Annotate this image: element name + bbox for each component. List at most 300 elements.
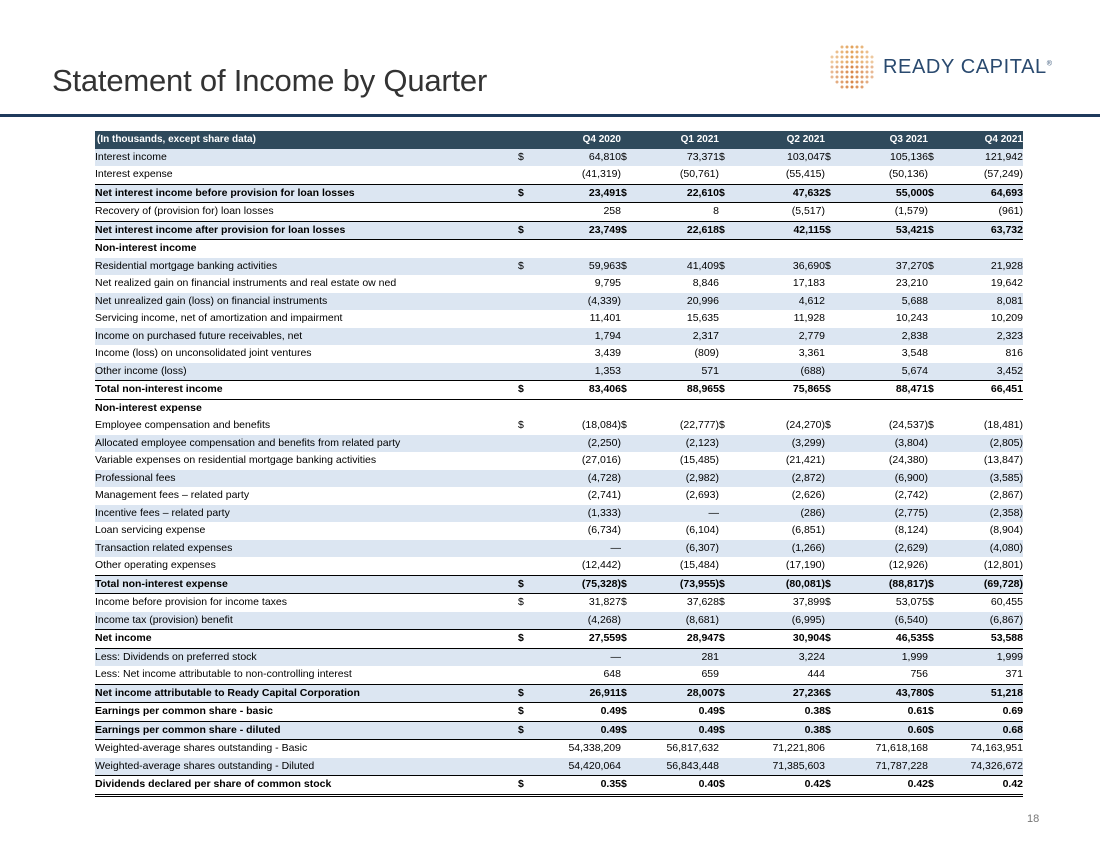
currency-symbol <box>518 363 534 381</box>
cell-value <box>735 240 825 258</box>
header-rule <box>0 114 1100 117</box>
cell-value: 258 <box>603 205 621 217</box>
cell-value: (2,629) <box>841 540 928 558</box>
cell-value: 71,221,806 <box>772 742 825 754</box>
cell-value: (6,851) <box>791 524 825 536</box>
table-row <box>95 381 1023 400</box>
currency-symbol <box>928 203 944 222</box>
cell-value: (2,358) <box>944 505 1023 523</box>
row-label: Less: Net income attributable to non-controlling interest <box>95 668 352 680</box>
row-label: Interest income <box>95 149 518 167</box>
currency-symbol: $ <box>621 684 637 703</box>
cell-value: 37,628 <box>686 596 719 608</box>
currency-symbol: $ <box>621 776 637 796</box>
cell-value: (4,268) <box>534 612 621 630</box>
currency-symbol <box>621 666 637 684</box>
cell-value: (809) <box>694 347 719 359</box>
currency-symbol <box>825 557 841 575</box>
currency-symbol: $ <box>928 776 944 796</box>
currency-symbol <box>621 203 637 222</box>
currency-symbol <box>928 166 944 184</box>
cell-value: (73,955) <box>637 575 719 594</box>
currency-symbol: $ <box>928 575 944 594</box>
currency-symbol: $ <box>719 630 735 649</box>
cell-value: (13,847) <box>983 454 1023 466</box>
currency-symbol <box>719 648 735 666</box>
row-label: Net interest income before provision for loan losses <box>95 184 518 203</box>
ready-capital-logo <box>828 44 1068 90</box>
currency-symbol <box>518 310 534 328</box>
currency-symbol: $ <box>621 149 637 167</box>
currency-symbol <box>719 345 735 363</box>
cell-value: (2,626) <box>791 489 825 501</box>
currency-symbol <box>825 203 841 222</box>
currency-symbol <box>621 310 637 328</box>
cell-value: (6,900) <box>841 470 928 488</box>
cell-value: 56,817,632 <box>666 742 719 754</box>
cell-value: 36,690 <box>735 258 825 276</box>
table-row <box>95 184 1023 203</box>
currency-symbol <box>928 328 944 346</box>
logo-wordmark: READY CAPITAL® <box>883 56 1053 78</box>
currency-symbol <box>825 166 841 184</box>
currency-symbol: $ <box>825 575 841 594</box>
cell-value: 37,270 <box>841 258 928 276</box>
cell-value: 31,827 <box>588 596 621 608</box>
currency-symbol: $ <box>719 149 735 167</box>
currency-symbol <box>825 522 841 540</box>
currency-symbol: $ <box>518 419 524 431</box>
row-label: Management fees – related party <box>95 489 250 501</box>
cell-value: 88,471 <box>841 381 928 400</box>
cell-value: 11,401 <box>589 312 621 324</box>
cell-value: (80,081) <box>735 575 825 594</box>
currency-symbol <box>719 363 735 381</box>
currency-symbol <box>621 612 637 630</box>
currency-symbol <box>518 740 534 758</box>
table-row <box>95 721 1023 740</box>
cell-value: 56,843,448 <box>637 758 719 776</box>
currency-symbol <box>825 505 841 523</box>
row-label: Dividends declared per share of common stock <box>95 776 518 796</box>
currency-symbol <box>928 540 944 558</box>
cell-value: (6,734) <box>587 524 621 536</box>
currency-symbol <box>825 648 841 666</box>
currency-symbol <box>518 328 534 346</box>
currency-symbol <box>719 557 735 575</box>
cell-value: 5,688 <box>841 293 928 311</box>
row-label: Net realized gain on financial instruments and real estate ow ned <box>95 277 397 289</box>
cell-value: (15,484) <box>679 559 719 571</box>
currency-symbol: $ <box>825 149 841 167</box>
cell-value: 571 <box>637 363 719 381</box>
currency-symbol <box>621 470 637 488</box>
currency-symbol <box>825 240 841 258</box>
cell-value: 41,409 <box>637 258 719 276</box>
currency-symbol <box>719 666 735 684</box>
row-label: Other operating expenses <box>95 559 216 571</box>
cell-value: 2,323 <box>944 328 1023 346</box>
currency-symbol <box>928 240 944 258</box>
cell-value: 19,642 <box>990 277 1023 289</box>
cell-value: 23,210 <box>895 277 928 289</box>
currency-symbol <box>825 328 841 346</box>
currency-symbol <box>719 240 735 258</box>
cell-value: 371 <box>1005 668 1023 680</box>
cell-value: 0.49 <box>534 721 621 740</box>
cell-value: 0.42 <box>944 776 1023 796</box>
currency-symbol: $ <box>621 258 637 276</box>
currency-symbol: $ <box>825 221 841 240</box>
row-label: Income before provision for income taxes <box>95 596 288 608</box>
currency-symbol: $ <box>928 184 944 203</box>
table-row <box>95 293 1023 311</box>
cell-value: (6,995) <box>735 612 825 630</box>
table-row <box>95 221 1023 240</box>
cell-value: (88,817) <box>841 575 928 594</box>
currency-symbol <box>928 345 944 363</box>
currency-symbol: $ <box>825 721 841 740</box>
currency-symbol: $ <box>825 419 831 431</box>
cell-value: 0.49 <box>637 721 719 740</box>
cell-value: — <box>534 648 621 666</box>
cell-value: 30,904 <box>735 630 825 649</box>
currency-symbol <box>621 452 637 470</box>
table-row <box>95 399 1023 417</box>
cell-value: (57,249) <box>983 168 1023 180</box>
currency-symbol <box>928 648 944 666</box>
currency-symbol: $ <box>825 684 841 703</box>
column-header: Q1 2021 <box>637 131 719 149</box>
cell-value: 54,338,209 <box>568 742 621 754</box>
cell-value: (8,124) <box>894 524 928 536</box>
table-row <box>95 363 1023 381</box>
currency-symbol: $ <box>621 703 637 722</box>
table-row <box>95 522 1023 540</box>
cell-value: 0.68 <box>944 721 1023 740</box>
row-label: Employee compensation and benefits <box>95 419 271 431</box>
cell-value: 37,899 <box>792 596 825 608</box>
currency-symbol: $ <box>928 630 944 649</box>
currency-symbol <box>518 452 534 470</box>
currency-symbol <box>928 470 944 488</box>
currency-symbol <box>825 612 841 630</box>
currency-symbol <box>719 470 735 488</box>
cell-value: 0.49 <box>534 703 621 722</box>
currency-symbol <box>518 166 534 184</box>
cell-value: 22,610 <box>637 184 719 203</box>
cell-value <box>944 399 1023 417</box>
table-row <box>95 575 1023 594</box>
currency-symbol: $ <box>621 721 637 740</box>
currency-symbol: $ <box>928 721 944 740</box>
cell-value: (4,728) <box>534 470 621 488</box>
cell-value: 53,588 <box>944 630 1023 649</box>
cell-value: 1,794 <box>534 328 621 346</box>
currency-symbol <box>928 758 944 776</box>
cell-value: (27,016) <box>581 454 621 466</box>
row-label: Income on purchased future receivables, net <box>95 328 518 346</box>
cell-value: 53,075 <box>895 596 928 608</box>
currency-symbol: $ <box>518 381 534 400</box>
cell-value: 4,612 <box>735 293 825 311</box>
currency-symbol <box>928 293 944 311</box>
cell-value: 28,007 <box>637 684 719 703</box>
cell-value: 2,779 <box>735 328 825 346</box>
table-row <box>95 594 1023 612</box>
currency-symbol <box>518 758 534 776</box>
cell-value: 1,999 <box>944 648 1023 666</box>
row-label: Weighted-average shares outstanding - Diluted <box>95 758 518 776</box>
cell-value: 0.38 <box>735 721 825 740</box>
currency-symbol <box>518 470 534 488</box>
row-label: Non-interest income <box>95 242 197 254</box>
currency-symbol: $ <box>719 684 735 703</box>
currency-symbol <box>518 487 534 505</box>
currency-symbol <box>928 363 944 381</box>
currency-symbol: $ <box>621 596 627 608</box>
table-row <box>95 758 1023 776</box>
cell-value: (24,537) <box>888 419 928 431</box>
currency-symbol <box>621 505 637 523</box>
cell-value: (2,775) <box>841 505 928 523</box>
currency-symbol: $ <box>621 575 637 594</box>
cell-value: 42,115 <box>735 221 825 240</box>
cell-value: 74,163,951 <box>970 742 1023 754</box>
cell-value: (2,693) <box>685 489 719 501</box>
table-row <box>95 540 1023 558</box>
currency-symbol: $ <box>719 703 735 722</box>
currency-symbol <box>621 328 637 346</box>
cell-value: 3,361 <box>798 347 825 359</box>
currency-symbol <box>518 203 534 222</box>
cell-value <box>841 240 928 258</box>
currency-symbol <box>719 758 735 776</box>
cell-value <box>735 399 825 417</box>
cell-value: 54,420,064 <box>534 758 621 776</box>
currency-symbol <box>719 275 735 293</box>
row-label: Non-interest expense <box>95 401 202 414</box>
row-label: Earnings per common share - basic <box>95 703 518 722</box>
table-row <box>95 345 1023 363</box>
cell-value: 27,236 <box>735 684 825 703</box>
cell-value: (8,681) <box>637 612 719 630</box>
cell-value: 26,911 <box>534 684 621 703</box>
cell-value: 0.60 <box>841 721 928 740</box>
cell-value: (1,266) <box>735 540 825 558</box>
cell-value: 3,439 <box>594 347 621 359</box>
cell-value: (4,080) <box>944 540 1023 558</box>
cell-value: (21,421) <box>785 454 825 466</box>
currency-symbol <box>518 540 534 558</box>
cell-value: 51,218 <box>944 684 1023 703</box>
cell-value: 22,618 <box>637 221 719 240</box>
cell-value: (50,761) <box>679 168 719 180</box>
cell-value: 88,965 <box>637 381 719 400</box>
cell-value <box>534 399 621 417</box>
cell-value: 11,928 <box>793 312 825 324</box>
row-label: Earnings per common share - diluted <box>95 721 518 740</box>
currency-symbol <box>825 345 841 363</box>
currency-symbol <box>621 166 637 184</box>
currency-symbol <box>719 740 735 758</box>
cell-value: 121,942 <box>944 149 1023 167</box>
cell-value: 74,326,672 <box>944 758 1023 776</box>
cell-value: 10,209 <box>990 312 1023 324</box>
currency-symbol <box>928 310 944 328</box>
cell-value: (6,540) <box>841 612 928 630</box>
column-header: Q2 2021 <box>735 131 825 149</box>
table-row <box>95 258 1023 276</box>
cell-value: 1,999 <box>841 648 928 666</box>
cell-value: (2,872) <box>735 470 825 488</box>
currency-symbol <box>518 522 534 540</box>
cell-value: 10,243 <box>895 312 928 324</box>
currency-symbol: $ <box>621 419 627 431</box>
page-number: 18 <box>1027 813 1040 825</box>
currency-symbol: $ <box>518 596 524 608</box>
currency-symbol: $ <box>825 596 831 608</box>
currency-symbol <box>825 487 841 505</box>
cell-value <box>534 240 621 258</box>
currency-symbol <box>518 666 534 684</box>
currency-symbol: $ <box>719 721 735 740</box>
currency-symbol <box>621 487 637 505</box>
cell-value: 444 <box>807 668 825 680</box>
currency-symbol: $ <box>928 684 944 703</box>
currency-symbol <box>621 648 637 666</box>
table-row <box>95 630 1023 649</box>
currency-symbol <box>621 758 637 776</box>
currency-symbol: $ <box>825 630 841 649</box>
currency-symbol <box>825 740 841 758</box>
currency-symbol <box>719 166 735 184</box>
currency-symbol <box>825 275 841 293</box>
cell-value: (6,307) <box>637 540 719 558</box>
cell-value: 648 <box>603 668 621 680</box>
currency-symbol <box>621 522 637 540</box>
currency-symbol <box>621 399 637 417</box>
currency-symbol <box>928 740 944 758</box>
currency-symbol <box>518 648 534 666</box>
currency-symbol <box>825 435 841 453</box>
currency-symbol <box>518 293 534 311</box>
table-row <box>95 310 1023 328</box>
cell-value: (69,728) <box>944 575 1023 594</box>
cell-value: 0.61 <box>841 703 928 722</box>
table-row <box>95 275 1023 293</box>
cell-value: 659 <box>701 668 719 680</box>
cell-value: (2,741) <box>587 489 621 501</box>
cell-value: — <box>534 540 621 558</box>
cell-value: (3,585) <box>944 470 1023 488</box>
currency-symbol <box>719 505 735 523</box>
currency-symbol <box>719 540 735 558</box>
cell-value: (12,801) <box>983 559 1023 571</box>
row-label: Recovery of (provision for) loan losses <box>95 205 274 217</box>
cell-value: 27,559 <box>534 630 621 649</box>
currency-symbol <box>825 399 841 417</box>
row-label: Allocated employee compensation and benefits from related party <box>95 435 518 453</box>
currency-symbol: $ <box>719 184 735 203</box>
cell-value: 0.42 <box>735 776 825 796</box>
currency-symbol <box>518 345 534 363</box>
currency-symbol: $ <box>825 258 841 276</box>
cell-value <box>841 399 928 417</box>
row-label: Income tax (provision) benefit <box>95 612 518 630</box>
currency-symbol: $ <box>719 419 725 431</box>
currency-symbol: $ <box>621 381 637 400</box>
logo-dots-icon <box>828 44 876 90</box>
cell-value: 756 <box>910 668 928 680</box>
cell-value: (2,867) <box>989 489 1023 501</box>
cell-value: (12,926) <box>888 559 928 571</box>
table-row <box>95 240 1023 258</box>
row-label: Less: Dividends on preferred stock <box>95 648 518 666</box>
row-label: Weighted-average shares outstanding - Basic <box>95 742 308 754</box>
cell-value: (24,270) <box>785 419 825 431</box>
cell-value: (15,485) <box>679 454 719 466</box>
cell-value: 60,455 <box>990 596 1023 608</box>
cell-value: 1,353 <box>534 363 621 381</box>
cell-value: 73,371 <box>637 149 719 167</box>
currency-symbol <box>518 399 534 417</box>
currency-symbol <box>825 293 841 311</box>
currency-symbol <box>928 275 944 293</box>
currency-symbol: $ <box>825 184 841 203</box>
cell-value: 105,136 <box>841 149 928 167</box>
cell-value: 0.42 <box>841 776 928 796</box>
currency-symbol: $ <box>719 381 735 400</box>
header-label: (In thousands, except share data) <box>95 131 518 149</box>
page-title: Statement of Income by Quarter <box>52 63 488 98</box>
row-label: Other income (loss) <box>95 363 518 381</box>
row-label: Net income <box>95 630 518 649</box>
currency-symbol <box>518 240 534 258</box>
currency-symbol: $ <box>719 258 735 276</box>
currency-symbol: $ <box>928 258 944 276</box>
currency-symbol <box>719 203 735 222</box>
row-label: Interest expense <box>95 168 173 180</box>
cell-value: 23,749 <box>534 221 621 240</box>
currency-symbol <box>825 310 841 328</box>
cell-value: 43,780 <box>841 684 928 703</box>
currency-symbol: $ <box>518 575 534 594</box>
cell-value: 3,452 <box>944 363 1023 381</box>
cell-value: — <box>637 505 719 523</box>
cell-value: (4,339) <box>534 293 621 311</box>
currency-symbol <box>825 470 841 488</box>
currency-symbol <box>518 435 534 453</box>
cell-value: 63,732 <box>944 221 1023 240</box>
cell-value: (286) <box>735 505 825 523</box>
currency-symbol <box>825 758 841 776</box>
cell-value: (55,415) <box>785 168 825 180</box>
cell-value: 55,000 <box>841 184 928 203</box>
currency-symbol: $ <box>518 258 534 276</box>
cell-value: 8,846 <box>692 277 719 289</box>
currency-symbol: $ <box>518 703 534 722</box>
currency-symbol <box>621 557 637 575</box>
table-row <box>95 328 1023 346</box>
table-row <box>95 740 1023 758</box>
table-row <box>95 666 1023 684</box>
table-row <box>95 149 1023 167</box>
table-header-row <box>95 131 1023 149</box>
cell-value: 3,224 <box>735 648 825 666</box>
currency-symbol: $ <box>518 721 534 740</box>
column-header: Q3 2021 <box>841 131 928 149</box>
